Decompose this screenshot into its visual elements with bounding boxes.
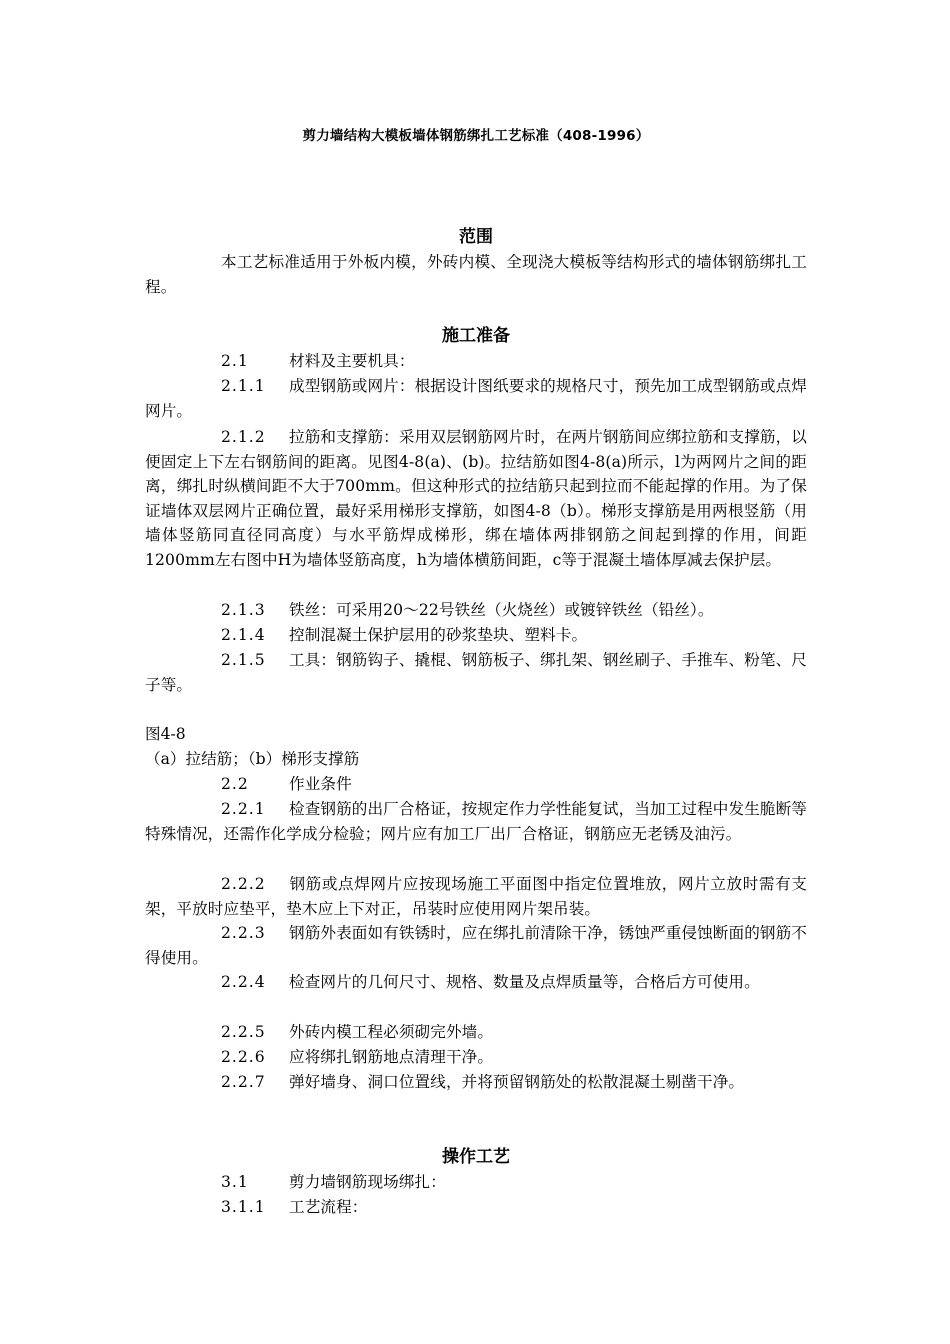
cond-item-2-2-7 xyxy=(145,1070,807,1095)
item-text: 材料及主要机具： xyxy=(289,352,415,370)
figure-label: 图4-8 xyxy=(145,725,186,743)
item-text: 钢筋或点焊网片应按现场施工平面图中指定位置堆放，网片立放时需有支架，平放时应垫平，垫木应上下对正，吊装时应使用网片架吊装。 xyxy=(145,875,807,918)
prep-item-2-1-4 xyxy=(145,623,807,648)
item-text: 控制混凝土保护层用的砂浆垫块、塑料卡。 xyxy=(289,626,588,644)
item-number: 2.2.3 xyxy=(221,924,266,942)
item-text: 检查钢筋的出厂合格证，按规定作力学性能复试，当加工过程中发生脆断等特殊情况，还需作化学成分检验；网片应有加工厂出厂合格证，钢筋应无老锈及油污。 xyxy=(145,800,807,843)
process-item-3-1-1 xyxy=(145,1195,807,1220)
item-number: 2.1 xyxy=(221,352,249,370)
item-number: 2.2.1 xyxy=(221,800,266,818)
section-heading-prep: 施工准备 xyxy=(442,326,510,346)
process-item-3-1 xyxy=(145,1170,807,1195)
cond-item-2-2-3 xyxy=(145,921,807,970)
item-text: 钢筋外表面如有铁锈时，应在绑扎前清除干净，锈蚀严重侵蚀断面的钢筋不得使用。 xyxy=(145,924,807,967)
item-number: 2.2.7 xyxy=(221,1073,266,1091)
item-number: 2.2.2 xyxy=(221,875,266,893)
item-number: 2.1.5 xyxy=(221,651,266,669)
prep-item-2-1-1 xyxy=(145,374,807,423)
item-number: 3.1 xyxy=(221,1173,249,1191)
item-number: 2.1.3 xyxy=(221,601,266,619)
cond-item-2-2-2 xyxy=(145,872,807,921)
item-number: 2.1.1 xyxy=(221,377,266,395)
cond-item-2-2-5 xyxy=(145,1020,807,1045)
item-text: 工艺流程： xyxy=(289,1198,368,1216)
item-text: 剪力墙钢筋现场绑扎： xyxy=(289,1173,446,1191)
item-number: 2.1.2 xyxy=(221,428,266,446)
document-title: 剪力墙结构大模板墙体钢筋绑扎工艺标准（408-1996） xyxy=(302,128,650,144)
item-number: 2.2.5 xyxy=(221,1023,266,1041)
prep-item-2-1 xyxy=(145,349,807,374)
item-number: 2.2.4 xyxy=(221,973,266,991)
figure-caption: （a）拉结筋；（b）梯形支撑筋 xyxy=(145,750,360,768)
item-number: 2.1.4 xyxy=(221,626,266,644)
prep-item-2-1-5 xyxy=(145,648,807,697)
scope-paragraph: 本工艺标准适用于外板内模，外砖内模、全现浇大模板等结构形式的墙体钢筋绑扎工程。 xyxy=(145,253,807,296)
cond-item-2-2-1 xyxy=(145,797,807,846)
item-text: 应将绑扎钢筋地点清理干净。 xyxy=(289,1048,494,1066)
prep-item-2-1-2 xyxy=(145,425,807,573)
cond-item-2-2-4 xyxy=(145,970,807,995)
item-text: 弹好墙身、洞口位置线，并将预留钢筋处的松散混凝土剔凿干净。 xyxy=(289,1073,745,1091)
prep-item-2-1-3 xyxy=(145,598,807,623)
section-heading-scope: 范围 xyxy=(459,227,493,247)
cond-item-2-2-6 xyxy=(145,1045,807,1070)
cond-item-2-2 xyxy=(145,772,807,797)
item-number: 3.1.1 xyxy=(221,1198,266,1216)
item-text: 拉筋和支撑筋：采用双层钢筋网片时，在两片钢筋间应绑拉筋和支撑筋，以便固定上下左右钢筋间的距离。见图4-8(a)、(b)。拉结筋如图4-8(a)所示，l为两网片之间的距离，绑扎时纵横间距不大于700mm。但这种形式的拉结筋只起到拉而不能起撑的作用。为了保证墙体双层网片正确位置，最好采用梯形支撑筋，如图4-8（b）。梯形支撑筋是用两根竖筋（用墙体竖筋同直径同高度）与水平筋焊成梯形，绑在墙体两排钢筋之间起到撑的作用，间距1200mm左右图中H为墙体竖筋高度，h为墙体横筋间距，c等于混凝土墙体厚减去保护层。 xyxy=(145,428,807,569)
item-number: 2.2.6 xyxy=(221,1048,266,1066)
item-text: 铁丝：可采用20～22号铁丝（火烧丝）或镀锌铁丝（铅丝）。 xyxy=(289,601,714,619)
item-text: 检查网片的几何尺寸、规格、数量及点焊质量等，合格后方可使用。 xyxy=(289,973,760,991)
item-text: 工具：钢筋钩子、撬棍、钢筋板子、绑扎架、钢丝刷子、手推车、粉笔、尺子等。 xyxy=(145,651,807,694)
item-text: 成型钢筋或网片：根据设计图纸要求的规格尺寸，预先加工成型钢筋或点焊网片。 xyxy=(145,377,807,420)
item-number: 2.2 xyxy=(221,775,249,793)
item-text: 作业条件 xyxy=(289,775,352,793)
item-text: 外砖内模工程必须砌完外墙。 xyxy=(289,1023,494,1041)
section-heading-process: 操作工艺 xyxy=(442,1147,510,1167)
